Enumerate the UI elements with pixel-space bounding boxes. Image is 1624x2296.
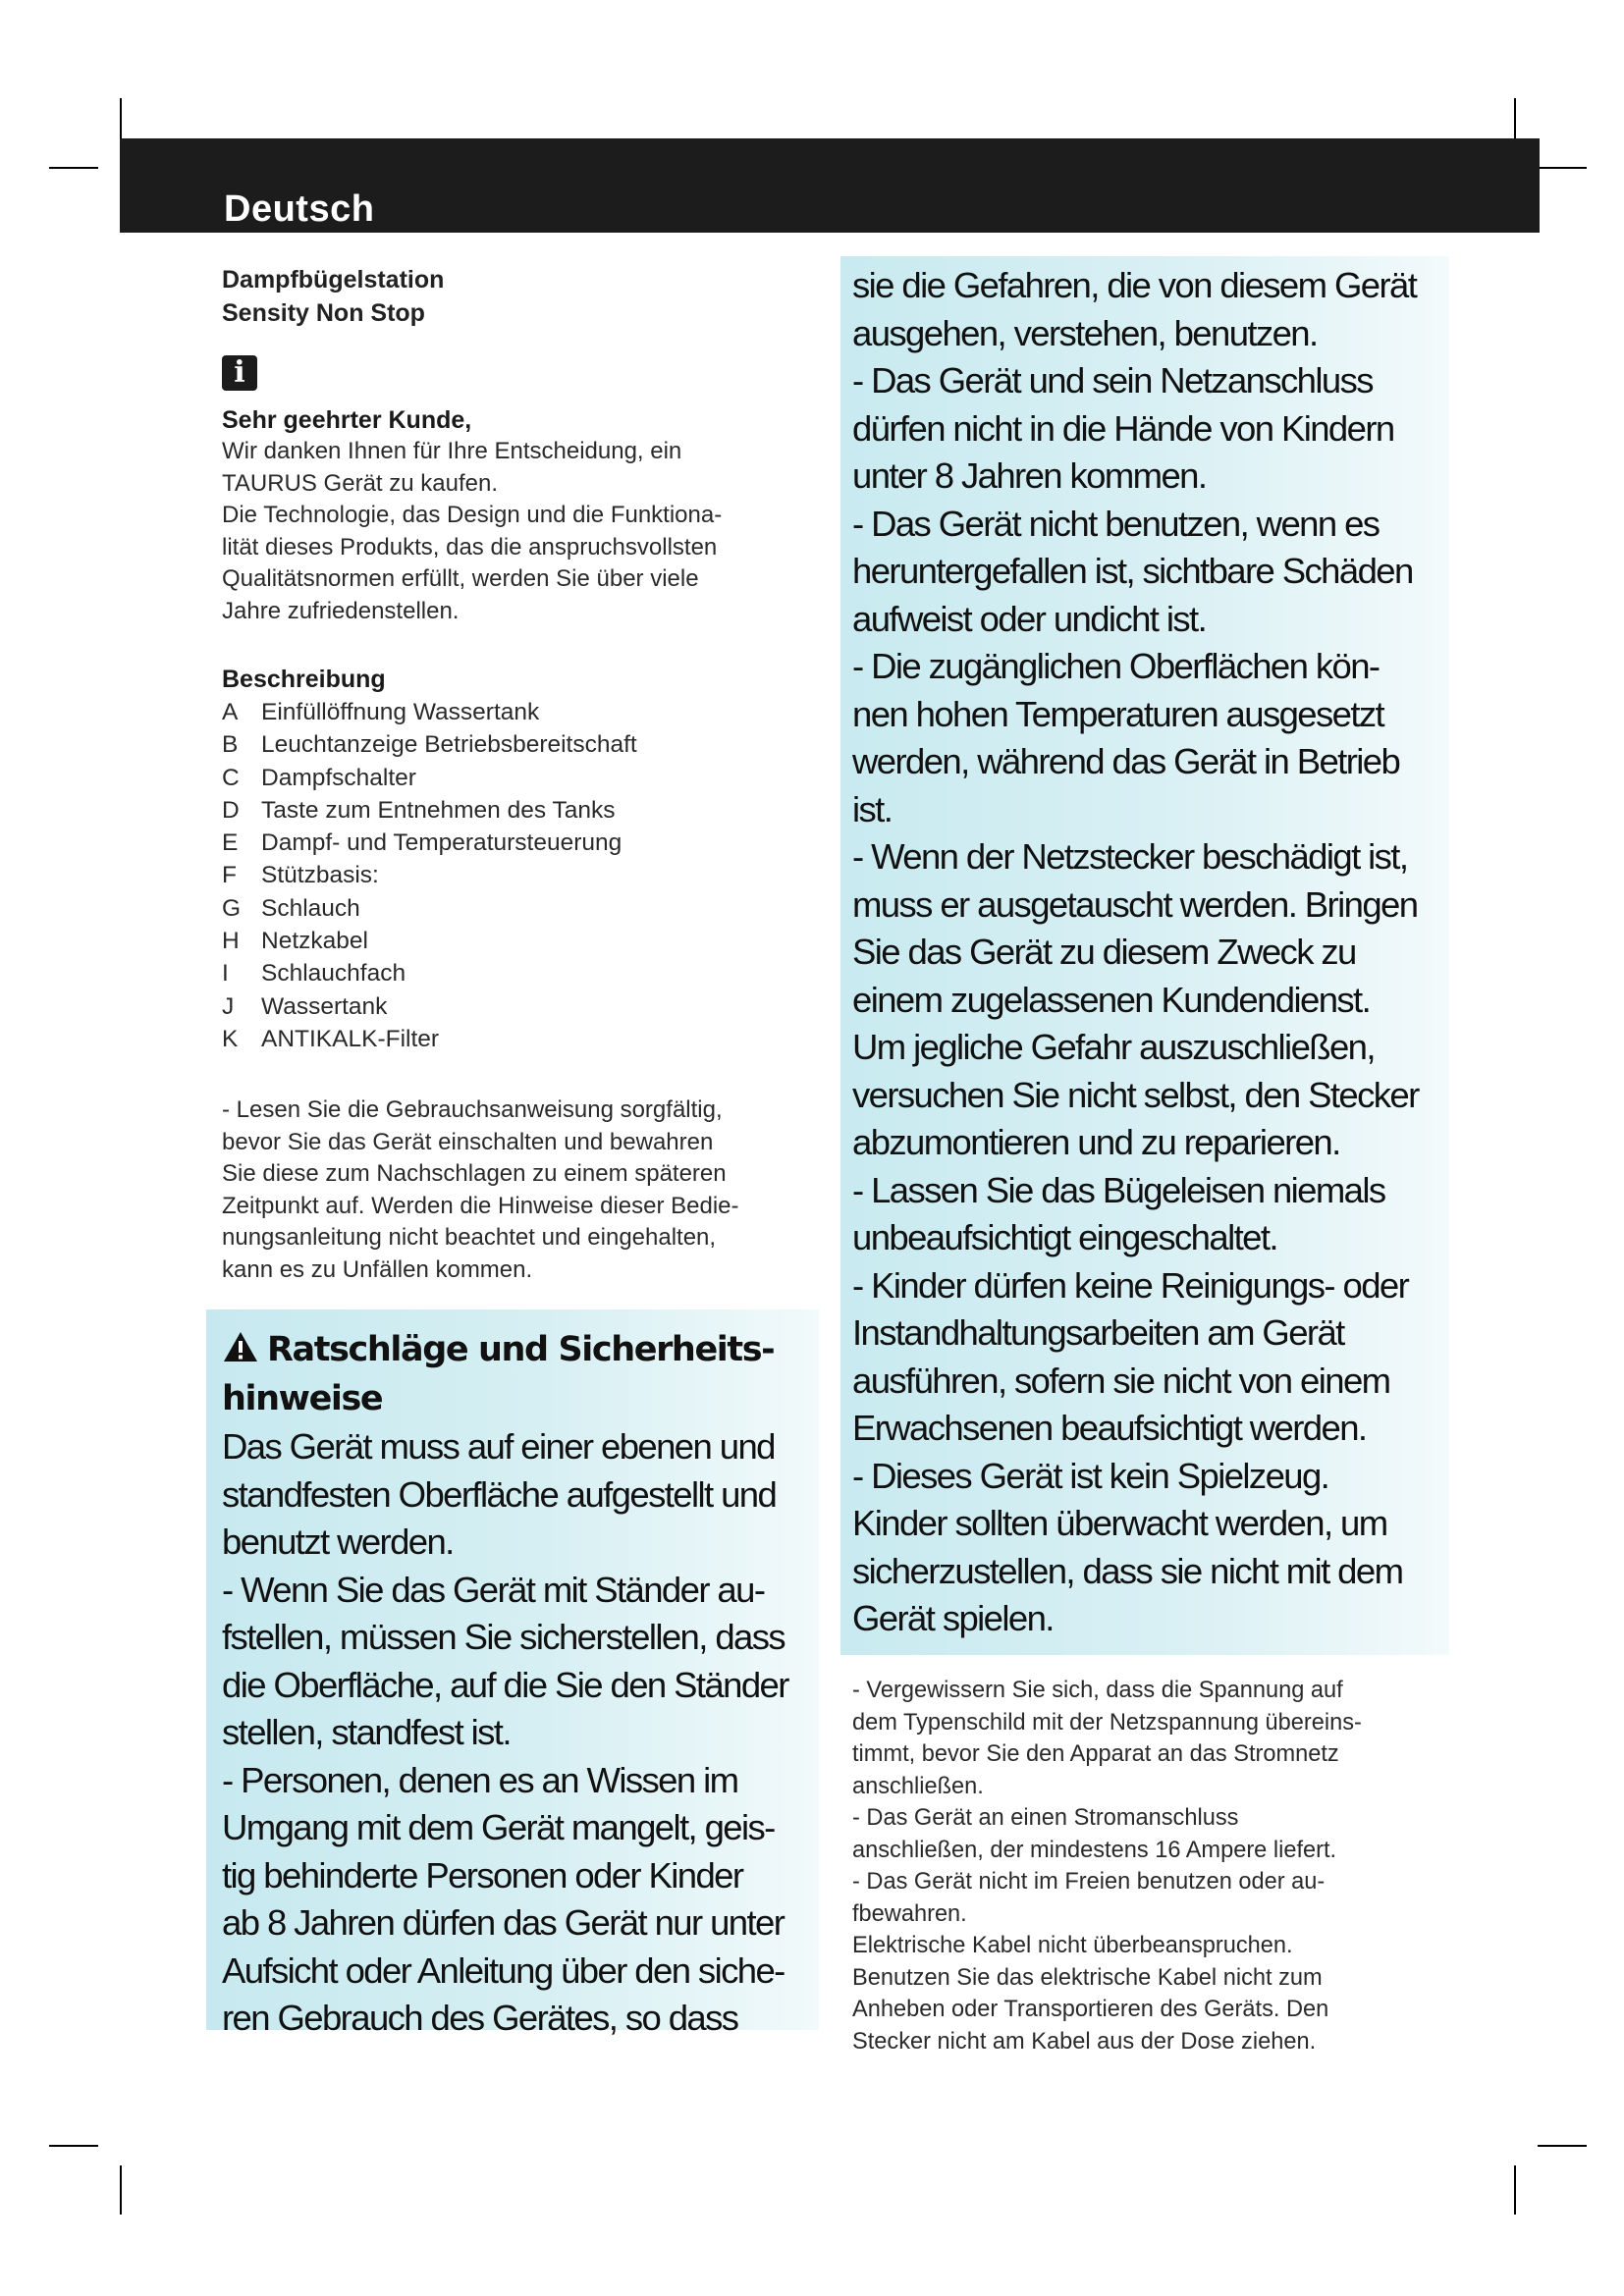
language-header-bar xyxy=(120,138,1540,233)
text-line: - Dieses Gerät ist kein Spielzeug. xyxy=(852,1455,1329,1496)
description-letter: E xyxy=(222,829,239,857)
description-letter: J xyxy=(222,992,235,1020)
description-item xyxy=(222,1023,811,1055)
description-label: Stützbasis: xyxy=(261,862,379,889)
text-line: Aufsicht oder Anleitung über den siche- xyxy=(222,1949,785,1991)
description-label: Netzkabel xyxy=(261,928,368,955)
language-title: Deutsch xyxy=(224,188,375,230)
text-line: - Personen, denen es an Wissen im xyxy=(222,1759,738,1800)
info-icon: i xyxy=(222,355,257,391)
description-label: Dampfschalter xyxy=(261,764,416,791)
text-line: anschließen. xyxy=(852,1773,984,1799)
description-label: Einfüllöffnung Wassertank xyxy=(261,699,540,725)
text-line: nen hohen Temperaturen ausgesetzt xyxy=(852,693,1384,734)
text-line: Die Technologie, das Design und die Funktiona- xyxy=(222,502,723,528)
description-letter: H xyxy=(222,928,240,955)
electrical-safety-notes xyxy=(852,1675,1441,2057)
text-line: unter 8 Jahren kommen. xyxy=(852,455,1207,496)
description-heading: Beschreibung xyxy=(222,666,386,693)
text-line: Anheben oder Transportieren des Geräts. Den xyxy=(852,1997,1329,2022)
text-line: fbewahren. xyxy=(852,1900,967,1927)
safety-text-left xyxy=(222,1423,821,2043)
text-line: kann es zu Unfällen kommen. xyxy=(222,1255,533,1283)
text-line: - Lesen Sie die Gebrauchsanweisung sorgfältig, xyxy=(222,1096,723,1124)
description-label: Schlauch xyxy=(261,894,360,922)
description-item xyxy=(222,859,811,891)
warning-icon xyxy=(222,1330,259,1363)
text-line: ren Gebrauch des Gerätes, so dass xyxy=(222,1998,738,2038)
crop-mark xyxy=(1538,2145,1587,2147)
text-line: muss er ausgetauscht werden. Bringen xyxy=(852,883,1418,925)
text-line: Wir danken Ihnen für Ihre Entscheidung, ein xyxy=(222,438,682,464)
description-item xyxy=(222,892,811,925)
description-item xyxy=(222,762,811,794)
text-line: heruntergefallen ist, sichtbare Schäden xyxy=(852,551,1413,591)
text-line: Das Gerät muss auf einer ebenen und xyxy=(222,1426,775,1467)
description-item xyxy=(222,728,811,761)
crop-mark xyxy=(120,2165,122,2215)
text-line: Elektrische Kabel nicht überbeanspruchen. xyxy=(852,1933,1293,1958)
description-label: Schlauchfach xyxy=(261,960,406,988)
safety-title xyxy=(222,1325,821,1423)
crop-mark xyxy=(49,2145,98,2147)
text-line: ist. xyxy=(852,788,893,829)
crop-mark xyxy=(1538,167,1587,169)
text-line: benutzt werden. xyxy=(222,1522,454,1562)
safety-title-line2: hinweise xyxy=(222,1379,383,1418)
crop-mark xyxy=(1514,2165,1516,2215)
text-line: nungsanleitung nicht beachtet und eingehalten, xyxy=(222,1224,717,1252)
safety-box-left xyxy=(206,1309,819,2038)
text-line: Erwachsenen beaufsichtigt werden. xyxy=(852,1408,1367,1448)
text-line: Zeitpunkt auf. Werden die Hinweise dieser Bedie- xyxy=(222,1192,739,1219)
description-label: Dampf- und Temperatursteuerung xyxy=(261,829,623,857)
description-label: Taste zum Entnehmen des Tanks xyxy=(261,796,616,824)
description-list xyxy=(222,696,811,1055)
product-model: Sensity Non Stop xyxy=(222,299,425,327)
text-line: versuchen Sie nicht selbst, den Stecker xyxy=(852,1074,1419,1115)
text-line: werden, während das Gerät in Betrieb xyxy=(852,741,1400,781)
product-type: Dampfbügelstation xyxy=(222,266,445,294)
text-line: TAURUS Gerät zu kaufen. xyxy=(222,469,498,497)
description-item xyxy=(222,957,811,989)
text-line: tig behinderte Personen oder Kinder xyxy=(222,1854,743,1896)
text-line: einem zugelassenen Kundendienst. xyxy=(852,979,1371,1020)
safety-title-line1: Ratschläge und Sicherheits- xyxy=(267,1330,775,1369)
text-line: abzumontieren und zu reparieren. xyxy=(852,1122,1340,1162)
text-line: ab 8 Jahren dürfen das Gerät nur unter xyxy=(222,1902,785,1943)
description-letter: K xyxy=(222,1025,239,1052)
text-line: - Lassen Sie das Bügeleisen niemals xyxy=(852,1169,1385,1210)
text-line: - Wenn Sie das Gerät mit Ständer au- xyxy=(222,1569,765,1610)
text-line: standfesten Oberfläche aufgestellt und xyxy=(222,1473,777,1515)
description-letter: I xyxy=(222,960,229,988)
text-line: stellen, standfest ist. xyxy=(222,1712,511,1752)
text-line: Qualitätsnormen erfüllt, werden Sie über viele xyxy=(222,565,699,592)
description-item xyxy=(222,925,811,957)
text-line: ausführen, sofern sie nicht von einem xyxy=(852,1360,1390,1401)
text-line: - Die zugänglichen Oberflächen kön- xyxy=(852,646,1380,686)
text-line: sicherzustellen, dass sie nicht mit dem xyxy=(852,1550,1403,1591)
text-line: aufweist oder undicht ist. xyxy=(852,598,1207,639)
description-letter: B xyxy=(222,731,239,759)
text-line: sie die Gefahren, die von diesem Gerät xyxy=(852,265,1417,305)
text-line: Jahre zufriedenstellen. xyxy=(222,597,460,624)
text-line: fstellen, müssen Sie sicherstellen, dass xyxy=(222,1617,785,1657)
description-letter: F xyxy=(222,862,237,889)
description-item xyxy=(222,794,811,827)
text-line: Um jegliche Gefahr auszuschließen, xyxy=(852,1027,1375,1067)
text-line: - Vergewissern Sie sich, dass die Spannung auf xyxy=(852,1678,1343,1703)
text-line: Stecker nicht am Kabel aus der Dose ziehen. xyxy=(852,2028,1317,2055)
intro-text xyxy=(222,436,811,627)
text-line: - Wenn der Netzstecker beschädigt ist, xyxy=(852,836,1408,877)
description-label: Leuchtanzeige Betriebsbereitschaft xyxy=(261,731,637,759)
text-line: die Oberfläche, auf die Sie den Ständer xyxy=(222,1664,788,1705)
product-name xyxy=(222,263,811,330)
text-line: lität dieses Produkts, das die anspruchsvollsten xyxy=(222,533,718,561)
text-line: unbeaufsichtigt eingeschaltet. xyxy=(852,1217,1277,1257)
description-letter: D xyxy=(222,796,240,824)
text-line: Kinder sollten überwacht werden, um xyxy=(852,1503,1387,1543)
text-line: Sie diese zum Nachschlagen zu einem späteren xyxy=(222,1160,727,1188)
description-item xyxy=(222,990,811,1023)
description-item xyxy=(222,696,811,728)
text-line: - Kinder dürfen keine Reinigungs- oder xyxy=(852,1264,1409,1306)
text-line: Umgang mit dem Gerät mangelt, geis- xyxy=(222,1807,775,1847)
text-line: Benutzen Sie das elektrische Kabel nicht zum xyxy=(852,1964,1323,1991)
text-line: bevor Sie das Gerät einschalten und bewahren xyxy=(222,1128,714,1155)
text-line: timmt, bevor Sie den Apparat an das Stromnetz xyxy=(852,1741,1339,1767)
text-line: Gerät spielen. xyxy=(852,1598,1054,1638)
safety-text-right xyxy=(852,262,1447,1643)
safety-box-right xyxy=(840,256,1449,1655)
text-line: - Das Gerät nicht benutzen, wenn es xyxy=(852,503,1380,544)
description-letter: A xyxy=(222,699,239,725)
text-line: dürfen nicht in die Hände von Kindern xyxy=(852,407,1394,449)
description-item xyxy=(222,827,811,859)
text-line: dem Typenschild mit der Netzspannung übereins- xyxy=(852,1709,1362,1735)
text-line: - Das Gerät und sein Netzanschluss xyxy=(852,360,1373,400)
text-line: Instandhaltungsarbeiten am Gerät xyxy=(852,1312,1344,1353)
crop-mark xyxy=(49,167,98,169)
text-line: anschließen, der mindestens 16 Ampere liefert. xyxy=(852,1837,1337,1863)
text-line: Sie das Gerät zu diesem Zweck zu xyxy=(852,932,1356,972)
description-letter: C xyxy=(222,764,240,791)
reading-note xyxy=(222,1095,811,1286)
description-letter: G xyxy=(222,894,242,922)
left-column xyxy=(222,263,811,1286)
description-label: Wassertank xyxy=(261,992,388,1020)
description-label: ANTIKALK-Filter xyxy=(261,1025,440,1052)
text-line: ausgehen, verstehen, benutzen. xyxy=(852,312,1318,353)
text-line: - Das Gerät an einen Stromanschluss xyxy=(852,1805,1239,1831)
text-line: - Das Gerät nicht im Freien benutzen oder au- xyxy=(852,1869,1326,1895)
greeting: Sehr geehrter Kunde, xyxy=(222,406,472,434)
